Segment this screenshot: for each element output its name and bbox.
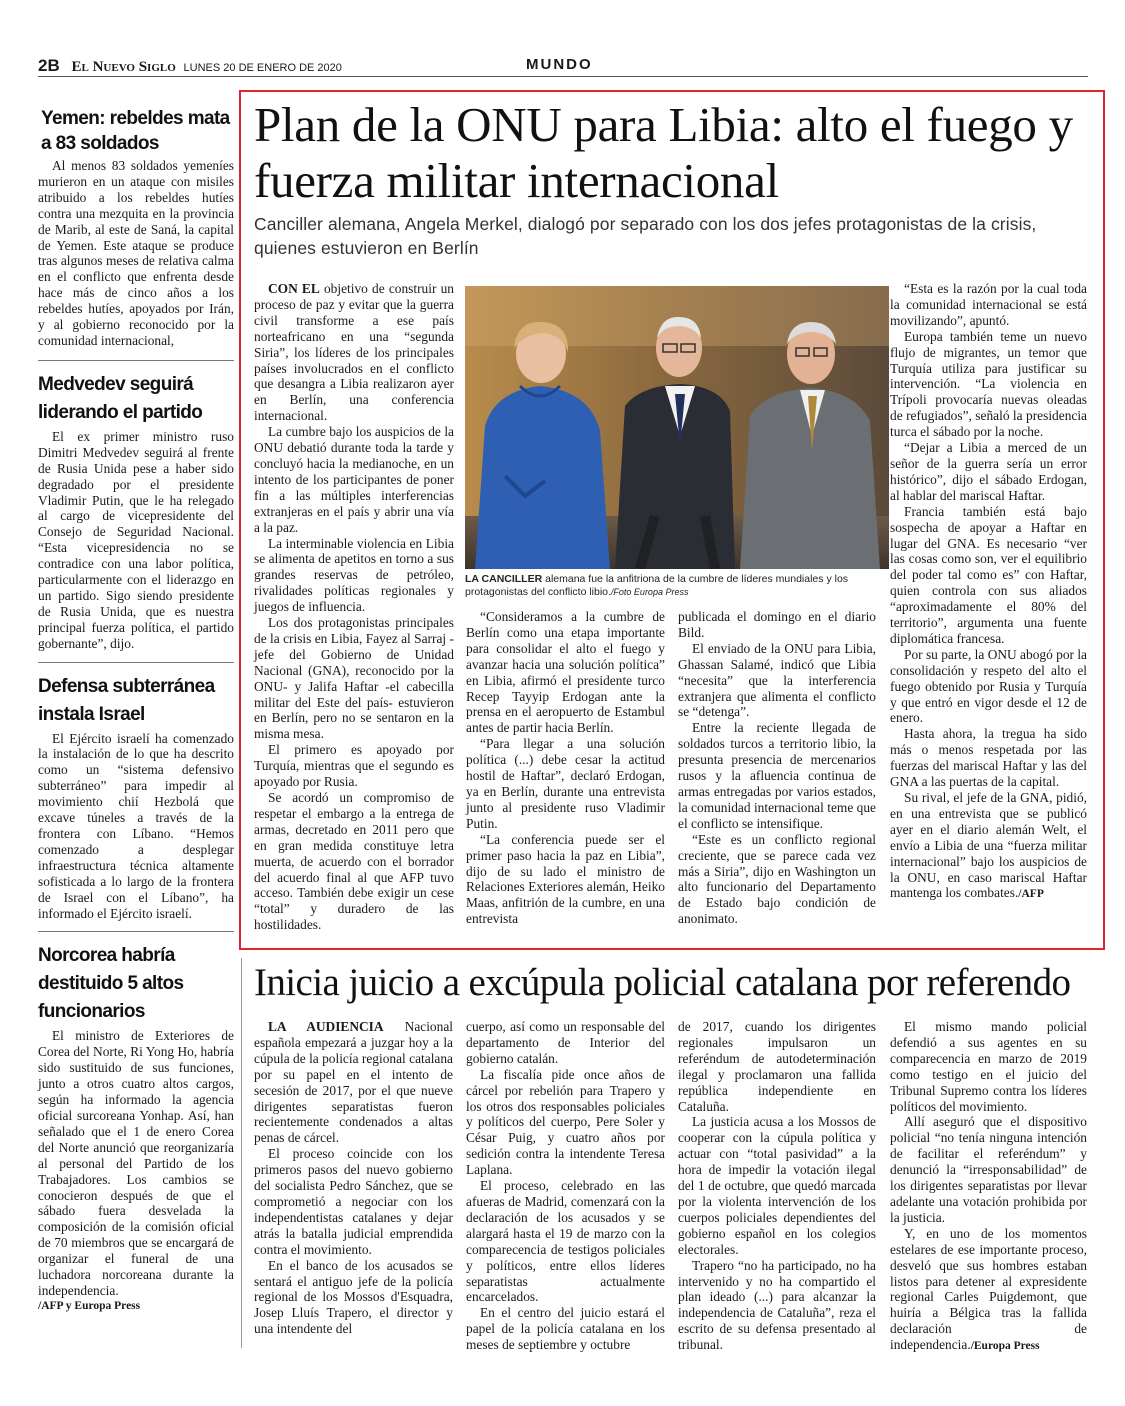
story1-paragraph: La cumbre bajo los auspicios de la ONU debatió durante toda la tarde y concluyó hacia la medianoche, en un intento de los participantes de poner fin a las múltiples interferencias extranjeras en el país y abrir una vía a la paz. — [254, 424, 454, 535]
sidebar — [38, 106, 234, 1315]
story1-paragraph: El primero es apoyado por Turquía, mientras que el segundo es apoyado por Rusia. — [254, 742, 454, 790]
story1-paragraph: Francia también está bajo sospecha de apoyar a Haftar en lugar del GNA. Es necesario “ver las cosas como son, ver el equilibrio del poder tal como es” con Haftar, quien controla con sus aliados “aproximadamente el 80% del territorio”, argumenta una fuente diplomática francesa. — [890, 503, 1087, 646]
story2-paragraph: En el centro del juicio estará el papel de la policía catalana en los meses de septiembre y octubre — [466, 1305, 665, 1353]
story1-paragraph: “Este es un conflicto regional creciente, que se parece cada vez más a Siria”, dijo en Washington un alto funcionario del Departamento de Estado bajo condición de anonimato. — [678, 831, 876, 927]
story2-column-1 — [254, 1019, 453, 1337]
brief-body — [38, 1028, 234, 1314]
story2-paragraph: cuerpo, así como un responsable del departamento de Interior del gobierno catalán. — [466, 1019, 665, 1066]
main-subheadline: Canciller alemana, Angela Merkel, dialogó por separado con los dos jefes protagonistas de la crisis, quienes estuvieron en Berlín — [254, 214, 1037, 258]
story1-paragraph-text: Su rival, el jefe de la GNA, pidió, en una entrevista que se publicó ayer en el diario alemán Welt, el envío a Libia de una “fuerza militar internacional” bajo los auspicios de la ONU, en caso mariscal Haftar mantenga los combates. — [890, 790, 1087, 901]
story1-paragraph — [890, 790, 1087, 903]
story2-paragraph: de 2017, cuando los dirigentes regionales impulsaron un referéndum de autodeterminación ilegal y proclamaron una fallida república independiente en Cataluña. — [678, 1019, 876, 1114]
story1-credit: /AFP — [1018, 888, 1044, 901]
story1-lead-paragraph — [254, 281, 454, 424]
story2-column-3 — [678, 1019, 876, 1353]
brief-israel — [38, 673, 234, 922]
column-divider — [241, 958, 242, 1348]
story2-lead-paragraph — [254, 1019, 453, 1146]
story2-paragraph: En el banco de los acusados se sentará el antiguo jefe de la policía regional de los Mossos d'Esquadra, Josep Lluís Trapero, el director y una intendente del — [254, 1257, 453, 1337]
story1-paragraph: “Dejar a Libia a merced de un señor de la guerra sería un error histórico”, dijo el sábado Erdogan, al hablar del mariscal Haftar. — [890, 440, 1087, 503]
brief-paragraph: El ministro de Exteriores de Corea del Norte, Ri Yong Ho, habría sido sustituido de sus funciones, junto a otros cuatro altos cargos, según ha informado la agencia oficial surcoreana Yonhap. Así, han señalado que el 1 de enero Corea del Norte anunció que reorganizaría al personal del Partido de los Trabajadores. Los cambios se conocieron después de que el sábado fuera desvelada la composición de la comisión oficial de 70 miembros que se encargará de organizar el funeral de una luchadora norcoreana durante la independencia. — [38, 1028, 234, 1298]
brief-body — [38, 731, 234, 922]
second-headline: Inicia juicio a excúpula policial catalana por referendo — [254, 961, 1071, 1004]
story1-paragraph: Los dos protagonistas principales de la crisis en Libia, Fayez al Sarraj -jefe del Gobierno de Unidad Nacional (GNA), reconocido por la ONU- y Jalifa Haftar -el cabecilla militar del Este del país- estuvieron en Berlín, pero no se sentaron en la misma mesa. — [254, 615, 454, 742]
story2-paragraph — [890, 1226, 1087, 1355]
story1-lead-words: CON EL — [268, 281, 320, 296]
brief-divider — [38, 360, 234, 361]
story1-paragraph: Por su parte, la ONU abogó por la consolidación y respeto del alto el fuego obtenido por Rusia y Turquía y que entró en vigor desde el 12 de enero. — [890, 646, 1087, 726]
story1-paragraph: “Esta es la razón por la cual toda la comunidad internacional se está movilizando”, apuntó. — [890, 281, 1087, 328]
brief-medvedev — [38, 371, 234, 652]
issue-date: LUNES 20 DE ENERO DE 2020 — [183, 62, 342, 74]
story2-column-2 — [466, 1019, 665, 1353]
story2-paragraph: El proceso coincide con los primeros pasos del nuevo gobierno del socialista Pedro Sánchez, que se comprometió a negociar con los independentistas catalanes y dejar atrás la batalla judicial emprendida contra el movimiento. — [254, 1146, 453, 1257]
header-divider — [38, 76, 1088, 77]
section-name: MUNDO — [526, 56, 593, 73]
article-photo — [465, 286, 889, 569]
story1-column-4 — [890, 281, 1087, 903]
story1-paragraph: El enviado de la ONU para Libia, Ghassan Salamé, indicó que Libia “necesita” que la interferencia extranjera que alimenta el conflicto se “detenga”. — [678, 640, 876, 720]
brief-credit: /AFP y Europa Press — [38, 1299, 141, 1312]
brief-divider — [38, 662, 234, 663]
brief-title: Defensa subterránea instala Israel — [38, 675, 215, 725]
story1-paragraph: Entre la reciente llegada de soldados turcos a territorio libio, la presunta presencia de mercenarios rusos y la afluencia continua de armas entregadas por varios estados, la comunidad internacional teme que el conflicto se intensifique. — [678, 720, 876, 831]
story2-credit: /Europa Press — [970, 1340, 1040, 1353]
caption-lead: LA CANCILLER — [465, 573, 543, 585]
story1-paragraph: Se acordó un compromiso de respetar el embargo a la entrega de armas, decretado en 2011 pero que en gran medida constituye letra muerta, de acuerdo con el borrador del acuerdo final al que AFP tuvo acceso. También debe exigir un cese “total” y duradero de las hostilidades. — [254, 790, 454, 933]
story2-lead-words: LA AUDIENCIA — [268, 1019, 384, 1034]
story2-paragraph: El proceso, celebrado en las afueras de Madrid, comenzará con la declaración de los acusados y se alargará hasta el 19 de marzo con la comparecencia de testigos policiales y políticos, entre ellos líderes separatistas actualmente encarcelados. — [466, 1178, 665, 1305]
brief-body — [38, 429, 234, 652]
newspaper-name: El Nuevo Siglo — [71, 59, 176, 75]
story2-column-4 — [890, 1019, 1087, 1355]
story1-paragraph: Europa también teme un nuevo flujo de migrantes, un temor que Turquía utiliza para justificar su intervención. “La violencia en Trípoli provocaría nuevas oleadas de refugiados”, señaló la presidencia turca el sábado por la noche. — [890, 328, 1087, 440]
story1-paragraph: “Consideramos a la cumbre de Berlín como una etapa importante para consolidar el alto el fuego y avanzar hacia una solución política” en Libia, afirmó el presidente turco Recep Tayyip Erdogan ante la prensa en el aeropuerto de Estambul antes de partir hacia Berlín. — [466, 609, 665, 736]
brief-norcorea — [38, 942, 234, 1314]
story2-paragraph: El mismo mando policial defendió a sus agentes en su comparecencia en marzo de 2019 como testigo en el juicio del Tribunal Supremo contra los líderes políticos del movimiento. — [890, 1019, 1087, 1114]
story1-paragraph: “Para llegar a una solución política (...) debe cesar la actitud hostil de Haftar”, declaró Erdogan, ya en Berlín, durante una entrevista junto al presidente ruso Vladimir Putin. — [466, 736, 665, 831]
story1-paragraph: “La conferencia puede ser el primer paso hacia la paz en Libia”, dijo de su lado el ministro de Relaciones Exteriores alemán, Heiko Maas, anfitrión de la cumbre, en una entrevista — [466, 831, 665, 927]
story1-paragraph: La interminable violencia en Libia se alimenta de apetitos en torno a sus grandes reservas de petróleo, rivalidades políticas regionales y juegos de influencia. — [254, 535, 454, 615]
brief-paragraph: Al menos 83 soldados yemeníes murieron en un ataque con misiles atribuido a los rebeldes hutíes contra una mezquita en la provincia de Marib, al este de Saná, la capital de Yemen. Este ataque se produce tras algunos meses de relativa calma en el conflicto que enfrenta desde hace más de cinco años a los rebeldes hutíes, apoyados por Irán, y al gobierno reconocido por la comunidad internacional, — [38, 158, 234, 348]
story2-paragraph: Allí aseguró que el dispositivo policial “no tenía ninguna intención de facilitar el referéndum” y denunció la “irresponsabilidad” de los dirigentes separatistas por llevar adelante una votación prohibida por la justicia. — [890, 1114, 1087, 1225]
brief-title: Yemen: rebeldes mata a 83 soldados — [41, 108, 230, 154]
story2-paragraph-text: Y, en uno de los momentos estelares de ese importante proceso, desveló que sus hombres estaban listos para detener al expresidente regional Carles Puigdemont, que huiría a Bélgica tras la fallida declaración de independencia. — [890, 1225, 1087, 1353]
brief-yemen — [38, 106, 234, 349]
photo-caption — [465, 573, 889, 599]
brief-title: Medvedev seguirá liderando el partido — [38, 373, 203, 423]
brief-title: Norcorea habría destituido 5 altos funcionarios — [38, 945, 184, 1023]
caption-text: alemana fue la anfitriona de la cumbre de líderes mundiales y los protagonistas del conflicto libio. — [465, 573, 849, 598]
page-number: 2B — [38, 56, 60, 75]
page-header — [38, 56, 342, 76]
main-headline: Plan de la ONU para Libia: alto el fuego y fuerza militar internacional — [254, 97, 1073, 208]
photo-credit: /Foto Europa Press — [610, 587, 689, 597]
story1-column-1 — [254, 281, 454, 933]
brief-body — [38, 158, 234, 349]
story1-lead-text: objetivo de construir un proceso de paz y evitar que la guerra civil transforme a ese país norteafricano en una “segunda Siria”, los líderes de los principales países involucrados en el conflicto que desangra a Libia realizaron ayer en Berlín, una conferencia internacional. — [254, 281, 454, 424]
story2-paragraph: Trapero “no ha participado, no ha intervenido y no ha compartido el plan ideado (...) para alcanzar la independencia de Cataluña”, reza el escrito de su defensa presentado al tribunal. — [678, 1257, 876, 1353]
brief-paragraph: El Ejército israelí ha comenzado la instalación de lo que ha descrito como un “sistema defensivo subterráneo” para impedir al movimiento chií Hezbolá que excave túneles a través de la frontera con Líbano. “Hemos comenzado a desplegar infraestructura técnica altamente sofisticada a lo largo de la frontera de Israel con el Líbano”, ha informado el Ejército israelí. — [38, 730, 234, 921]
story1-paragraph: publicada el domingo en el diario Bild. — [678, 609, 876, 640]
brief-divider — [38, 931, 234, 932]
story1-column-3 — [678, 609, 876, 927]
story2-paragraph: La justicia acusa a los Mossos de cooperar con la cúpula política y actuar con “total pasividad” a la hora de impedir la votación ilegal del 1 de octubre, que quedó marcada por la violenta intervención de los cuerpos policiales dependientes del gobierno español en los colegios electorales. — [678, 1114, 876, 1257]
brief-paragraph: El ex primer ministro ruso Dimitri Medvedev seguirá al frente de Rusia Unida pese a haber sido degradado por el presidente Vladimir Putin, que le ha relegado al cargo de vicepresidente del Consejo de Seguridad Nacional. “Esta vicepresidencia no se contradice con una labor política, particularmente con el liderazgo en un partido. Sigo siendo presidente de Rusia Unida, que es nuestra principal fuerza política, el partido gobernante”, dijo. — [38, 428, 234, 651]
story1-column-2 — [466, 609, 665, 927]
story2-paragraph: La fiscalía pide once años de cárcel por rebelión para Trapero y los otros dos responsables policiales y políticos del cuerpo, Pere Soler y César Puig, y cuatro años por sedición contra la intendente Teresa Laplana. — [466, 1066, 665, 1178]
story1-paragraph: Hasta ahora, la tregua ha sido más o menos respetada por las fuerzas del mariscal Haftar y las del GNA a las puertas de la capital. — [890, 726, 1087, 790]
story2-lead-text: Nacional española empezará a juzgar hoy a la cúpula de la policía regional catalana por su papel en el intento de secesión de 2017, por el que nueve dirigentes separatistas fueron recientemente condenados a altas penas de cárcel. — [254, 1019, 453, 1146]
